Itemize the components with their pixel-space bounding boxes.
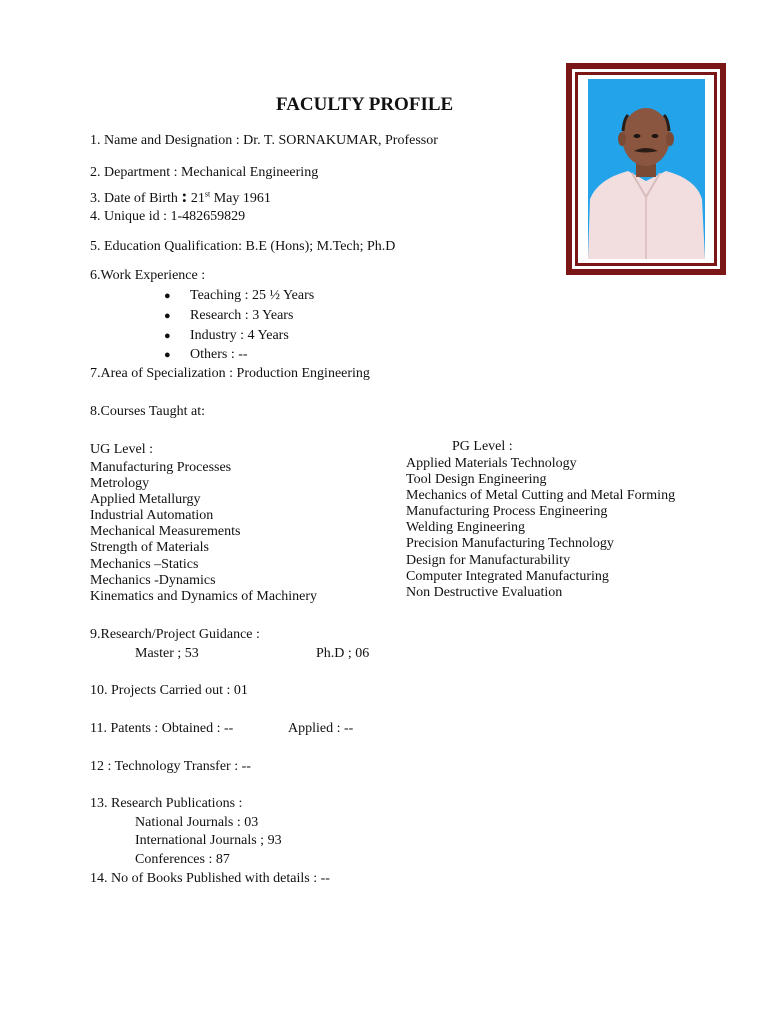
technology-transfer: 12 : Technology Transfer : -- bbox=[90, 759, 251, 774]
dob-day: 21 bbox=[190, 191, 205, 206]
list-item: Welding Engineering bbox=[406, 520, 526, 536]
pg-course-list bbox=[406, 456, 675, 602]
list-item: Industrial Automation bbox=[90, 508, 214, 524]
list-item: Metrology bbox=[90, 475, 150, 491]
list-item: Applied Materials Technology bbox=[406, 455, 577, 471]
photo-frame bbox=[566, 63, 726, 275]
list-item: Non Destructive Evaluation bbox=[406, 585, 563, 600]
list-item: ● Teaching : 25 ½ Years bbox=[164, 288, 315, 303]
publications-international: International Journals ; 93 bbox=[135, 833, 282, 848]
work-item-research: Research : 3 Years bbox=[190, 308, 294, 323]
unique-id: 4. Unique id : 1-482659829 bbox=[90, 209, 246, 224]
patents-obtained: 11. Patents : Obtained : -- bbox=[90, 721, 234, 736]
list-item: ● Research : 3 Years bbox=[164, 308, 294, 323]
faculty-photo bbox=[588, 79, 705, 259]
work-experience-heading: 6.Work Experience : bbox=[90, 268, 206, 283]
guidance-phd: Ph.D ; 06 bbox=[316, 646, 370, 661]
work-item-industry: Industry : 4 Years bbox=[190, 328, 289, 343]
list-item: ● Industry : 4 Years bbox=[164, 328, 289, 343]
publications-heading: 13. Research Publications : bbox=[90, 796, 243, 811]
ug-level-heading: UG Level : bbox=[90, 442, 153, 457]
patents-applied: Applied : -- bbox=[288, 721, 354, 736]
dob-label: 3. Date of Birth bbox=[90, 191, 178, 206]
work-item-teaching: Teaching : 25 ½ Years bbox=[190, 288, 315, 303]
list-item: Kinematics and Dynamics of Machinery bbox=[90, 589, 318, 604]
guidance-master: Master ; 53 bbox=[135, 646, 199, 661]
courses-heading: 8.Courses Taught at: bbox=[90, 404, 206, 419]
education-qualification: 5. Education Qualification: B.E (Hons); M.Tech; Ph.D bbox=[90, 239, 396, 254]
list-item: Mechanics of Metal Cutting and Metal Forming bbox=[406, 487, 676, 503]
list-item: Mechanical Measurements bbox=[90, 524, 241, 540]
ug-course-list bbox=[90, 460, 317, 606]
dob-colon: : bbox=[181, 186, 188, 206]
area-of-specialization: 7.Area of Specialization : Production Engineering bbox=[90, 366, 370, 381]
publications-national: National Journals : 03 bbox=[135, 815, 259, 830]
list-item: Design for Manufacturability bbox=[406, 552, 571, 568]
list-item: Mechanics –Statics bbox=[90, 556, 199, 572]
page-title: FACULTY PROFILE bbox=[276, 94, 454, 115]
list-item: Computer Integrated Manufacturing bbox=[406, 568, 609, 584]
publications-conferences: Conferences : 87 bbox=[135, 852, 230, 867]
pg-level-heading: PG Level : bbox=[452, 439, 513, 454]
projects-carried-out: 10. Projects Carried out : 01 bbox=[90, 683, 248, 698]
dob-rest: May 1961 bbox=[213, 191, 271, 206]
books-published: 14. No of Books Published with details : -- bbox=[90, 871, 330, 886]
list-item: Precision Manufacturing Technology bbox=[406, 536, 614, 552]
list-item: Applied Metallurgy bbox=[90, 491, 201, 507]
department: 2. Department : Mechanical Engineering bbox=[90, 165, 319, 180]
list-item: Strength of Materials bbox=[90, 540, 209, 556]
name-designation: 1. Name and Designation : Dr. T. SORNAKUMAR, Professor bbox=[90, 133, 438, 148]
list-item: Tool Design Engineering bbox=[406, 471, 547, 487]
guidance-heading: 9.Research/Project Guidance : bbox=[90, 627, 260, 642]
list-item: Mechanics -Dynamics bbox=[90, 572, 216, 588]
list-item: Manufacturing Processes bbox=[90, 459, 232, 475]
list-item: ● Others : -- bbox=[164, 347, 248, 362]
dob-suffix: st bbox=[204, 189, 211, 199]
work-item-others: Others : -- bbox=[190, 347, 248, 362]
date-of-birth bbox=[90, 188, 271, 207]
list-item: Manufacturing Process Engineering bbox=[406, 504, 608, 520]
